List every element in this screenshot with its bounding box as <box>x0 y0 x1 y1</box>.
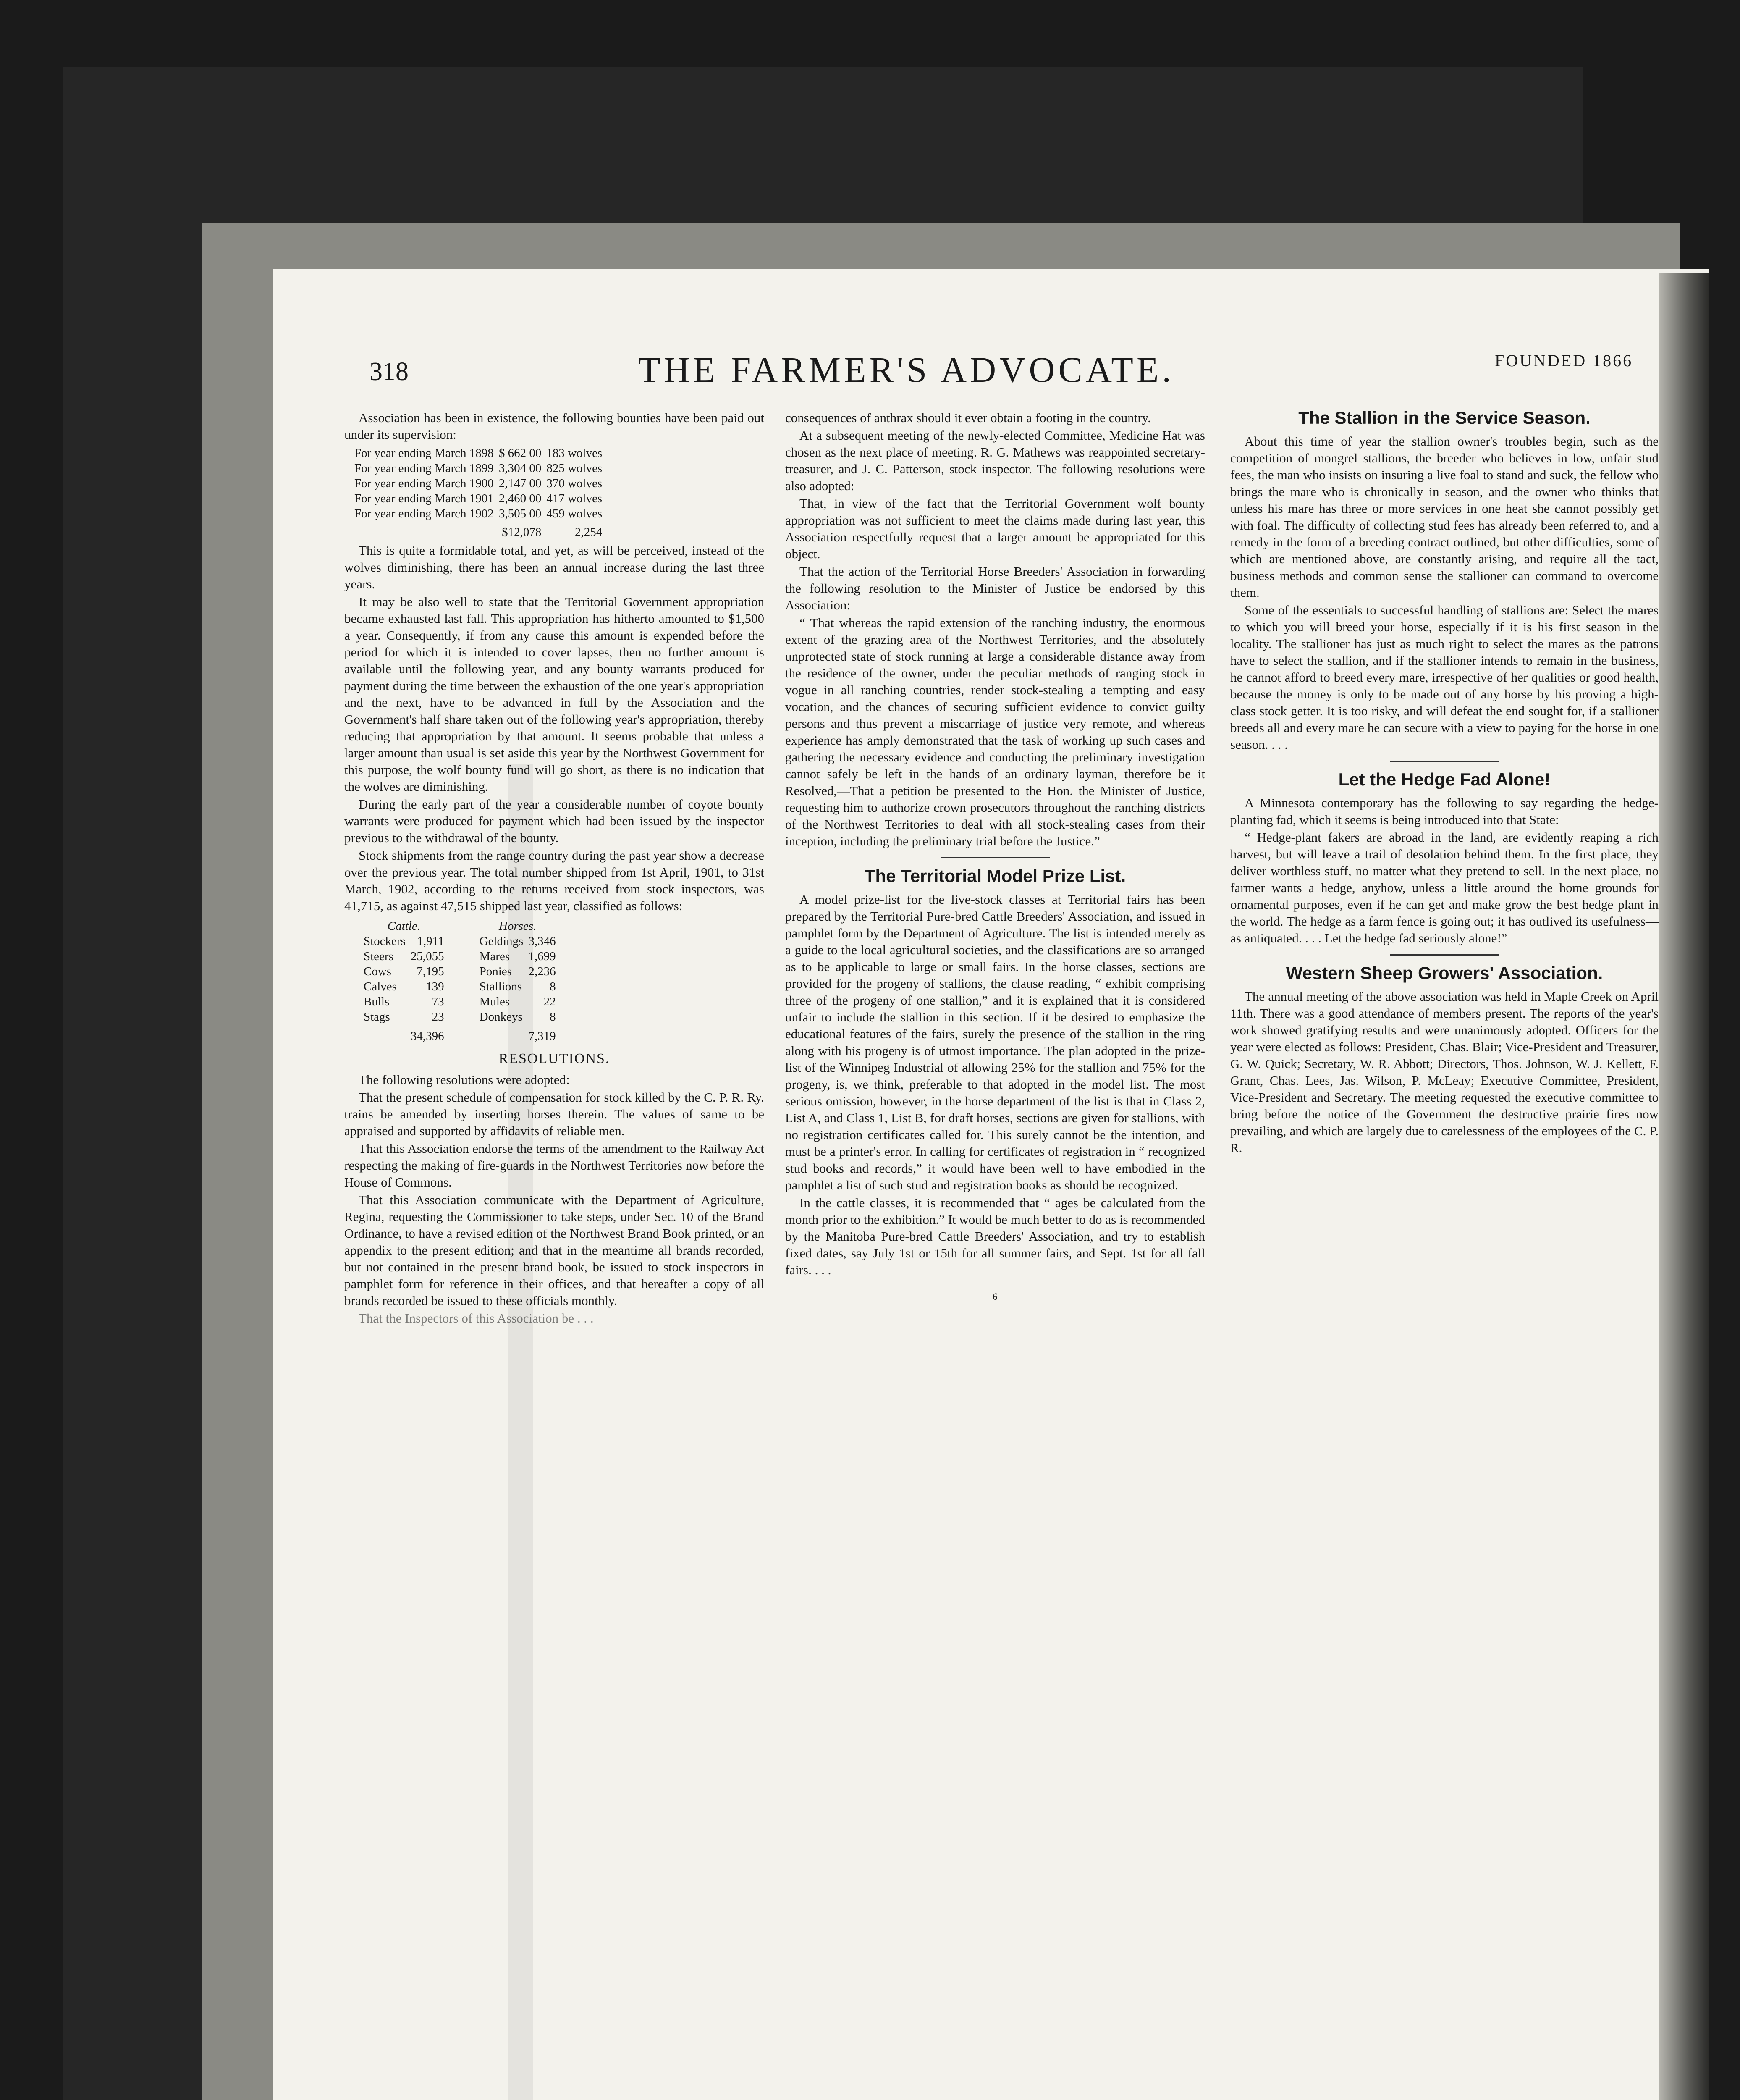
section-heading-prize-list: The Territorial Model Prize List. <box>864 866 1126 886</box>
column-1 <box>344 410 764 1328</box>
horses-total: 7,319 <box>528 1029 556 1043</box>
table-row <box>361 949 558 964</box>
horse-class: Donkeys <box>479 1010 523 1024</box>
paragraph: Stock shipments from the range country during the past year show a decrease over the previous year. The total number shipped from 1st April, 1901, to 31st March, 1902, according to the returns received from stock inspectors, was 41,715, as against 47,515 shipped last year, classified as follows: <box>344 848 764 913</box>
horses-heading: Horses. <box>498 919 537 933</box>
horse-count: 1,699 <box>528 950 556 963</box>
page-number: 318 <box>369 357 409 386</box>
table-header-row <box>361 919 558 934</box>
paragraph: Association has been in existence, the following bounties have been paid out under its supervision: <box>344 410 764 442</box>
bounty-wolves: 417 wolves <box>546 492 603 505</box>
bounty-period: For year ending March 1902 <box>354 507 494 520</box>
table-row <box>352 491 605 506</box>
cattle-class: Stags <box>364 1010 390 1024</box>
cattle-count: 7,195 <box>417 965 444 978</box>
paragraph: In the cattle classes, it is recommended that “ ages be calculated from the month prior to the exhibition.” It would be much better to do as is recommended by the Manitoba Pure-bred Cattle Breeders' Association, and try to establish fixed dates, say July 1st or 15th for all summer fairs, and Sept. 1st for all fall fairs. . . . <box>785 1195 1205 1277</box>
horse-count: 3,346 <box>528 934 556 948</box>
bounty-table <box>352 446 605 540</box>
paragraph: That, in view of the fact that the Territorial Government wolf bounty appropriation was not sufficient to meet the claims made during last year, this Association respectfully request that a larger amount be appropriated for this object. <box>785 496 1205 561</box>
paragraph: “ That whereas the rapid extension of the ranching industry, the enormous extent of the grazing area of the Northwest Territories, and the absolutely unprotected state of stock running at large a considerable distance away from the residence of the owner, under the peculiar methods of ranging stock in vogue in all ranching countries, render stock-stealing a tempting and easy vocation, and the chances of securing sufficient evidence to convict guilty persons and thus prevent a miscarriage of justice very remote, and whereas experience has amply demonstrated that the task of working up such cases and gathering the necessary evidence and conducting the preliminary investigation cannot safely be left in the hands of an ordinary layman, therefore be it Resolved,—That a petition be presented to the Hon. the Minister of Justice, requesting him to authorize crown prosecutors throughout the ranching districts of the Northwest Territories to deal with all stock-stealing cases from their inception, including the preliminary trial before the Justice.” <box>785 615 1205 848</box>
paragraph: During the early part of the year a considerable number of coyote bounty warrants were produced for payment which had been issued by the inspector previous to the withdrawal of the bounty. <box>344 797 764 845</box>
cattle-class: Stockers <box>364 934 406 948</box>
paragraph: This is quite a formidable total, and yet, as will be perceived, instead of the wolves diminishing, there has been an annual increase during the last three years. <box>344 543 764 591</box>
table-row <box>361 964 558 979</box>
section-rule <box>1390 954 1499 956</box>
bounty-amount: $ 662 00 <box>498 446 542 460</box>
bounty-total-amount: $12,078 <box>502 525 542 539</box>
cattle-count: 139 <box>426 980 444 993</box>
paragraph: It may be also well to state that the Territorial Government appropriation became exhausted last fall. This appropriation has hitherto amounted to $1,500 a year. Consequently, if from any cause this amount is expended before the period for which it is intended to cover lapses, then no further amount is available until the following year, and any bounty warrants produced for payment during the time between the exhaustion of the one year's appropriation and the next, have to be advanced in full by the Association and the Government's half share taken out of the following year's appropriation, thereby reducing that appropriation by that amount. It seems probable that unless a larger amount than usual is set aside this year by the Northwest Government for this purpose, the wolf bounty fund will go short, as there is no indication that the wolves are diminishing. <box>344 594 764 794</box>
bounty-wolves: 459 wolves <box>546 507 603 520</box>
table-row <box>361 934 558 949</box>
cattle-class: Calves <box>364 980 397 993</box>
bounty-period: For year ending March 1900 <box>354 477 494 490</box>
paragraph: The following resolutions were adopted: <box>359 1072 570 1087</box>
section-rule <box>1390 761 1499 762</box>
section-heading-hedge: Let the Hedge Fad Alone! <box>1338 769 1551 789</box>
section-heading-stallion: The Stallion in the Service Season. <box>1298 408 1591 428</box>
paragraph: A model prize-list for the live-stock classes at Territorial fairs has been prepared by the Territorial Pure-bred Cattle Breeders' Association, and issued in pamphlet form by the Department of Agriculture. The list is intended merely as a guide to the local agricultural societies, and the classifications are so arranged as to be applicable to large or small fairs. In the horse classes, sections are provided for the progeny of stallions, the clause reading, “ exhibit comprising three of the progeny of one stallion,” and it is explained that it is considered unfair to include the stallion in this section. If it be desired to emphasize the educational features of the fairs, surely the presence of the stallion in the ring along with his progeny is of utmost importance. The plan adopted in the prize-list of the Winnipeg Industrial of allowing 25% for the stallion and 75% for the progeny, is, we think, preferable to that adopted in the model list. The most serious omission, however, in the horse department of the list is that in Class 2, List A, and Class 1, List B, for draft horses, sections are given for stallions, with no registration certificates called for. This surely cannot be the intention, and must be a printer's error. In calling for certificates of registration in “ recognized stud books and records,” it would have been well to have embodied in the pamphlet a list of such stud and registration books as should be recognized. <box>785 892 1205 1192</box>
bounty-period: For year ending March 1898 <box>354 446 494 460</box>
paragraph: That the present schedule of compensation for stock killed by the C. P. R. Ry. trains be amended by inserting horses therein. The values of same to be appraised and supported by affidavits of reliable men. <box>344 1090 764 1138</box>
bounty-wolves: 370 wolves <box>546 477 603 490</box>
bounty-amount: 3,304 00 <box>498 462 542 475</box>
horse-class: Stallions <box>479 980 522 993</box>
paragraph: That this Association endorse the terms of the amendment to the Railway Act respecting the making of fire-guards in the Northwest Territories now before the House of Commons. <box>344 1141 764 1189</box>
bounty-amount: 2,460 00 <box>498 492 542 505</box>
table-row <box>361 994 558 1009</box>
horse-count: 2,236 <box>528 965 556 978</box>
bounty-wolves: 183 wolves <box>546 446 603 460</box>
cattle-count: 1,911 <box>417 934 444 948</box>
horse-count: 8 <box>550 1010 556 1024</box>
bounty-period: For year ending March 1899 <box>354 462 494 475</box>
cattle-count: 73 <box>432 995 444 1008</box>
section-heading-sheep: Western Sheep Growers' Association. <box>1286 963 1603 983</box>
table-row <box>352 506 605 521</box>
paragraph: At a subsequent meeting of the newly-elected Committee, Medicine Hat was chosen as the next place of meeting. R. G. Mathews was reappointed secretary-treasurer, and J. C. Patterson, stock inspector. The following resolutions were also adopted: <box>785 428 1205 493</box>
paragraph: “ Hedge-plant fakers are abroad in the land, are evidently reaping a rich harvest, but will leave a trail of desolation behind them. In the first place, they deliver worthless stuff, no matter what they pretend to sell. In the next place, no farmer wants a hedge, anyhow, unless a little around the home grounds for ornamental purposes, even if he can get and make grow the best hedge plant in the world. The hedge as a farm fence is going out; it has outlived its usefulness—as antiquated. . . . Let the hedge fad seriously alone!” <box>1230 830 1659 945</box>
table-row-total <box>361 1024 558 1044</box>
column-3 <box>1230 410 1659 1157</box>
stock-shipments-table <box>361 919 558 1044</box>
horse-class: Geldings <box>479 934 524 948</box>
paragraph: That the Inspectors of this Association be . . . <box>359 1311 594 1326</box>
bounty-total-wolves: 2,254 <box>574 525 603 539</box>
founded-note: FOUNDED 1866 <box>1495 351 1633 370</box>
paragraph: That this Association communicate with the Department of Agriculture, Regina, requesting the Commissioner to take steps, under Sec. 10 of the Brand Ordinance, to have a revised edition of the Northwest Brand Book printed, or an appendix to the present edition; and that in the meantime all brands recorded, but not contained in the present brand book, be issued to stock inspectors in pamphlet form for reference in their offices, and that hereafter a copy of all brands recorded be issued to these officials monthly. <box>344 1192 764 1308</box>
horse-count: 8 <box>550 980 556 993</box>
table-row <box>352 446 605 461</box>
paragraph: That the action of the Territorial Horse Breeders' Association in forwarding the following resolution to the Minister of Justice be endorsed by this Association: <box>785 564 1205 612</box>
cattle-class: Cows <box>364 965 392 978</box>
paragraph: About this time of year the stallion owner's troubles begin, such as the competition of mongrel stallions, the breeder who believes in low, unfair stud fees, the man who insists on insuring a live foal to stand and suck, the fellow who brings the mare who is chronically in season, and the owner who thinks that unless his mare has three or more services in one heat she cannot possibly get with foal. The difficulty of collecting stud fees has already been referred to, and a remedy in the form of a breeding contract outlined, but other difficulties, some of which are mentioned above, are constantly arising, and require all the tact, business methods and common sense the stallioner can command to overcome them. <box>1230 434 1659 600</box>
resolutions-heading: RESOLUTIONS. <box>498 1051 610 1066</box>
bounty-amount: 3,505 00 <box>498 507 542 520</box>
binding-edge <box>1659 273 1709 2100</box>
bounty-wolves: 825 wolves <box>546 462 603 475</box>
cattle-class: Bulls <box>364 995 390 1008</box>
horse-class: Mares <box>479 950 510 963</box>
column-2 <box>785 410 1205 1305</box>
bounty-amount: 2,147 00 <box>498 477 542 490</box>
horse-class: Mules <box>479 995 510 1008</box>
table-row <box>361 979 558 994</box>
cattle-heading: Cattle. <box>387 919 420 933</box>
cattle-class: Steers <box>364 950 393 963</box>
bounty-period: For year ending March 1901 <box>354 492 494 505</box>
page-mark: 6 <box>993 1292 998 1302</box>
paragraph: consequences of anthrax should it ever obtain a footing in the country. <box>785 410 1151 425</box>
paragraph: The annual meeting of the above association was held in Maple Creek on April 11th. There was a good attendance of members present. The reports of the year's work showed gratifying results and were unanimously adopted. Officers for the year were elected as follows: President, Chas. Blair; Vice-President and Treasurer, G. W. Quick; Secretary, W. R. Abbott; Directors, Thos. Johnson, W. J. Kellett, F. Grant, Chas. Lees, Jas. Wilson, P. McLeay; Executive Committee, President, Vice-President and Secretary. The meeting requested the executive committee to bring before the notice of the Government the destructive prairie fires now prevailing, and which are largely due to carelessness of the employees of the C. P. R. <box>1230 989 1659 1155</box>
paragraph: A Minnesota contemporary has the following to say regarding the hedge-planting fad, which it seems is being introduced into that State: <box>1230 795 1659 827</box>
table-row <box>352 476 605 491</box>
section-rule <box>941 857 1050 858</box>
table-row <box>361 1009 558 1024</box>
cattle-total: 34,396 <box>410 1029 444 1043</box>
paragraph: Some of the essentials to successful handling of stallions are: Select the mares to which you will breed your horse, especially if it is his first season in the locality. The stallioner has just as much right to select the mares as the patrons have to select the stallion, and if the stallioner intends to remain in the business, he cannot afford to breed every mare, irrespective of her qualities or good health, because the money is only to be made out of any horse by his proving a high-class stock getter. It is too risky, and will defeat the end sought for, if a stallioner breeds all and every mare he can secure with a view to paying for the horse in one season. . . . <box>1230 603 1659 752</box>
table-row-total <box>352 521 605 540</box>
masthead-title: THE FARMER'S ADVOCATE. <box>638 349 1174 390</box>
table-row <box>352 461 605 476</box>
cattle-count: 23 <box>432 1010 444 1024</box>
cattle-count: 25,055 <box>410 950 444 963</box>
horse-count: 22 <box>543 995 556 1008</box>
horse-class: Ponies <box>479 965 512 978</box>
